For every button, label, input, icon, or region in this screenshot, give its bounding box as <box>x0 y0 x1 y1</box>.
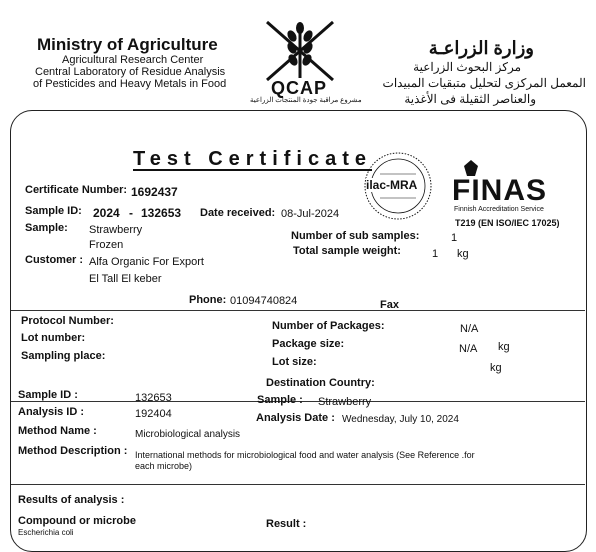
method-description-label: Method Description : <box>18 445 128 457</box>
method-description-line2: each microbe) <box>135 461 193 471</box>
analysis-sample-id-label: Sample ID : <box>18 389 78 401</box>
date-received-label: Date received: <box>200 207 276 219</box>
ilac-mra-text: ilac-MRA <box>366 178 418 192</box>
method-name-value: Microbiological analysis <box>135 429 241 440</box>
customer-address: El Tall El keber <box>89 273 162 285</box>
package-size-label: Package size: <box>272 338 345 350</box>
packages-value: N/A <box>460 323 479 335</box>
lab-name-line2: of Pesticides and Heavy Metals in Food <box>33 78 227 90</box>
qcap-logo-subtitle: مشروع مراقبة جودة المنتجات الزراعية <box>250 97 362 104</box>
lot-size-label: Lot size: <box>272 356 317 368</box>
sample-id-number: 132653 <box>141 206 182 220</box>
package-size-unit: kg <box>498 341 510 353</box>
package-size-value: N/A <box>459 343 478 355</box>
sub-samples-value: 1 <box>451 232 458 244</box>
lot-size-unit: kg <box>490 362 502 374</box>
sample-name: Strawberry <box>89 224 143 236</box>
finas-subtitle: Finnish Accreditation Service <box>454 206 544 213</box>
lab-name-ar-line1: المعمل المركزى لتحليل متبقيات المبيدات <box>382 76 586 90</box>
lab-name-line1: Central Laboratory of Residue Analysis <box>35 66 226 78</box>
total-weight-unit: kg <box>457 248 469 260</box>
divider-line <box>11 484 585 485</box>
total-weight-value: 1 <box>432 248 439 260</box>
sample-id-year: 2024 <box>93 206 120 220</box>
packages-label: Number of Packages: <box>272 320 385 332</box>
finas-text: FINAS <box>452 174 547 207</box>
certificate-number: 1692437 <box>131 185 178 199</box>
lab-name-ar-line2: والعناصر الثقيلة فى الأغذية <box>404 92 536 106</box>
customer-name: Alfa Organic For Export <box>89 256 204 268</box>
certificate-title: Test Certificate <box>133 148 373 170</box>
finas-accreditation-code: T219 (EN ISO/IEC 17025) <box>455 218 560 228</box>
qcap-logo <box>250 18 362 104</box>
sample-label: Sample: <box>25 222 68 234</box>
method-name-label: Method Name : <box>18 425 97 437</box>
results-heading: Results of analysis : <box>18 494 125 506</box>
sample-state: Frozen <box>89 239 124 251</box>
qcap-logo-text: QCAP <box>271 78 328 98</box>
destination-country-label: Destination Country: <box>266 377 375 389</box>
certificate-number-label: Certificate Number: <box>25 184 128 196</box>
first-compound: Escherichia coli <box>18 528 74 537</box>
date-received: 08-Jul-2024 <box>281 208 340 220</box>
result-label: Result : <box>266 518 307 530</box>
ilac-mra-logo <box>362 150 434 222</box>
sub-samples-label: Number of sub samples: <box>291 230 420 242</box>
research-center-ar: مركز البحوث الزراعية <box>413 60 521 74</box>
customer-label: Customer : <box>25 254 84 266</box>
analysis-id-value: 192404 <box>135 408 172 420</box>
ministry-name-ar: وزارة الزراعـة <box>428 38 534 58</box>
compound-label: Compound or microbe <box>18 515 136 527</box>
analysis-sample-id: 132653 <box>135 392 172 404</box>
method-description-line1: International methods for microbiological food and water analysis (See Reference .for <box>135 450 475 460</box>
sample-id-label: Sample ID: <box>25 205 82 217</box>
analysis-date-value: Wednesday, July 10, 2024 <box>342 414 459 425</box>
total-weight-label: Total sample weight: <box>293 245 401 257</box>
fax-label: Fax <box>380 299 399 311</box>
research-center: Agricultural Research Center <box>62 54 204 66</box>
sample-id-dash: - <box>129 206 133 220</box>
wheat-emblem-icon <box>255 18 345 82</box>
analysis-date-label: Analysis Date : <box>256 412 335 424</box>
ministry-name: Ministry of Agriculture <box>37 35 218 54</box>
sampling-place-label: Sampling place: <box>21 350 106 362</box>
divider-line <box>11 310 585 311</box>
analysis-id-label: Analysis ID : <box>18 406 85 418</box>
phone-value: 01094740824 <box>230 295 298 307</box>
protocol-number-label: Protocol Number: <box>21 315 114 327</box>
analysis-sample-label: Sample : <box>257 394 303 406</box>
phone-label: Phone: <box>189 294 227 306</box>
analysis-sample-value: Strawberry <box>318 396 372 408</box>
lot-number-label: Lot number: <box>21 332 86 344</box>
